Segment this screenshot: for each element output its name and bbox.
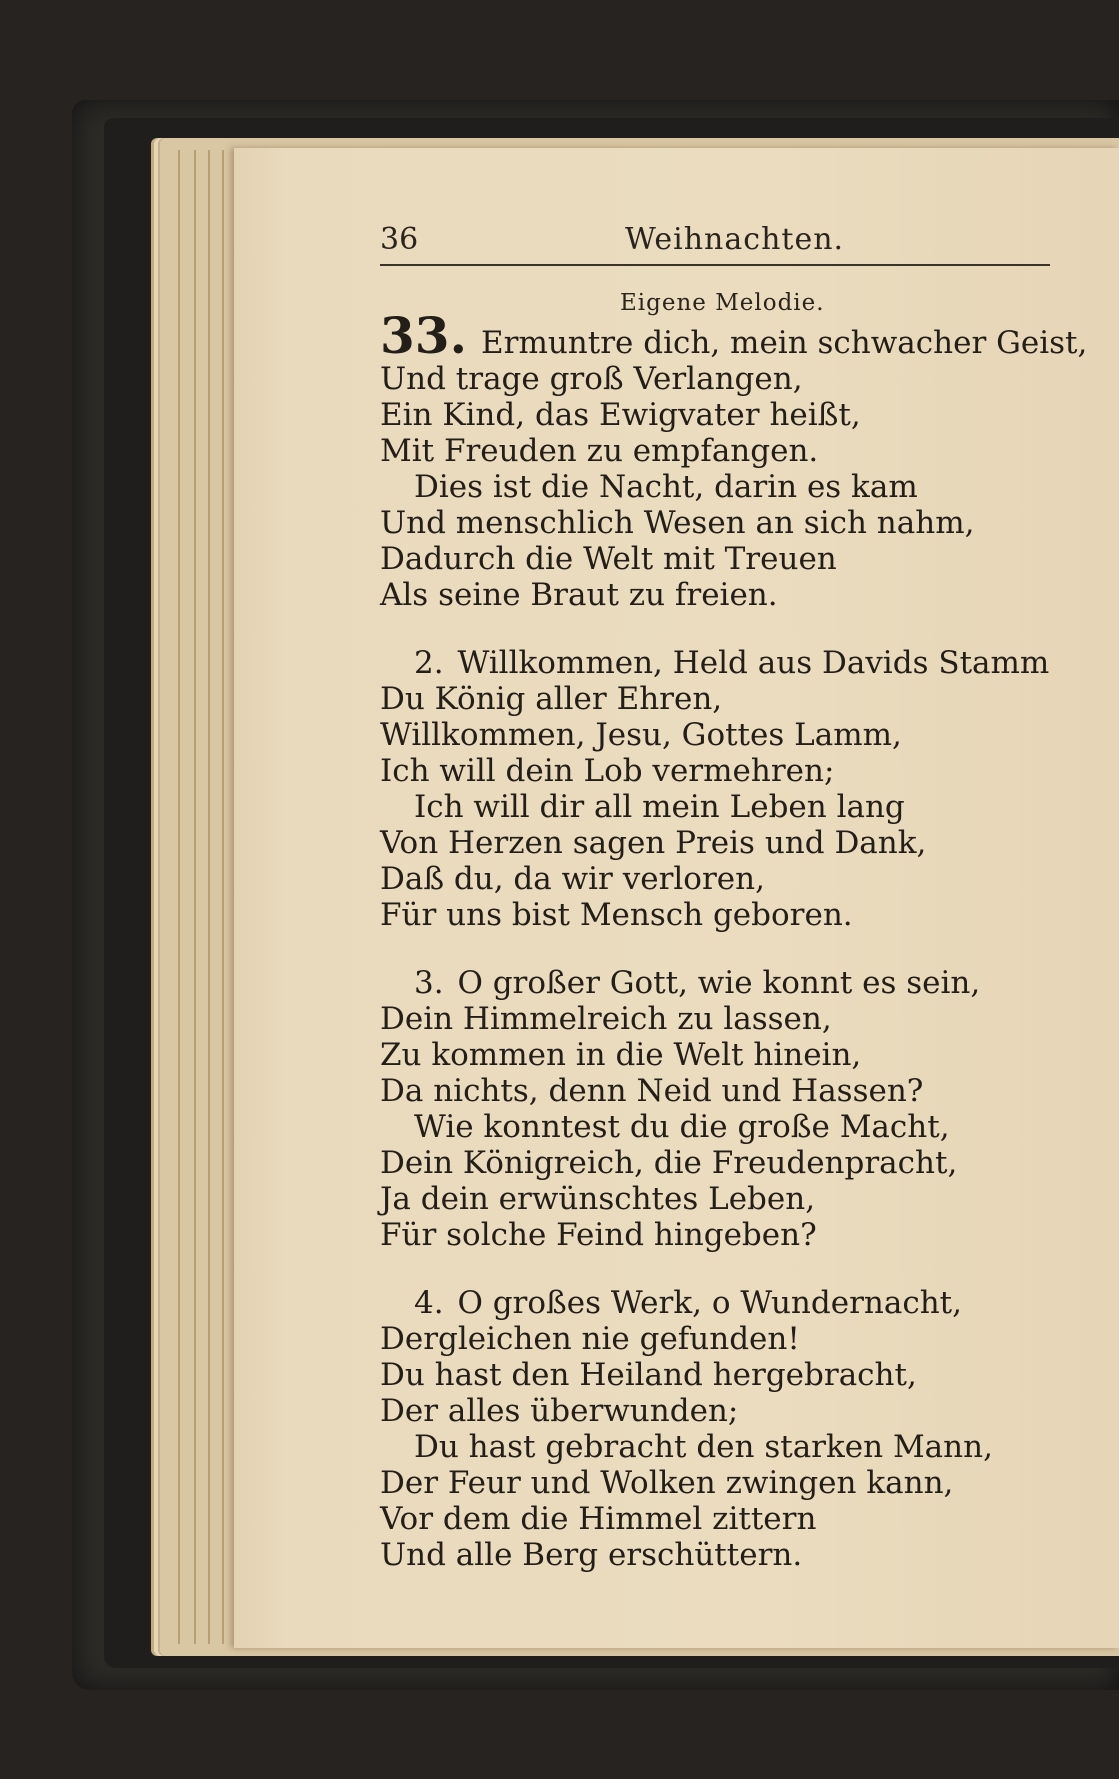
verse-line: Dadurch die Welt mit Treuen <box>380 541 837 577</box>
verse-line: Dein Himmelreich zu lassen, <box>380 1001 832 1037</box>
verse-line: Dies ist die Nacht, darin es kam <box>414 469 918 505</box>
stanza-number: 2. <box>414 645 444 681</box>
verse-line: Und alle Berg erschüttern. <box>380 1537 803 1573</box>
verse-line: Willkommen, Jesu, Gottes Lamm, <box>380 717 902 753</box>
stanza-first-line <box>380 645 1080 681</box>
page-leaf <box>178 150 180 1644</box>
verse-line: Ich will dir all mein Leben lang <box>414 789 905 825</box>
verse-line: Der Feur und Wolken zwingen kann, <box>380 1465 954 1501</box>
verse-line: Mit Freuden zu empfangen. <box>380 433 819 469</box>
running-title: Weihnachten. <box>625 222 845 257</box>
verse-line: Du hast den Heiland hergebracht, <box>380 1357 917 1393</box>
stanza-number: 4. <box>414 1285 444 1321</box>
verse-line: Dergleichen nie gefunden! <box>380 1321 800 1357</box>
verse-line: Du hast gebracht den starken Mann, <box>414 1429 993 1465</box>
verse-line: Der alles überwunden; <box>380 1393 739 1429</box>
stanza-first-line <box>380 306 1088 365</box>
page-leaf <box>208 150 210 1644</box>
page-number: 36 <box>380 222 419 257</box>
melody-note: Eigene Melodie. <box>620 290 825 316</box>
verse-line: Ermuntre dich, mein schwacher Geist, <box>481 325 1088 361</box>
stanza-first-line <box>380 1285 1080 1321</box>
page-leaf <box>222 150 224 1644</box>
page-leaf <box>194 150 196 1644</box>
verse-line: Da nichts, denn Neid und Hassen? <box>380 1073 924 1109</box>
verse-line: Als seine Braut zu freien. <box>380 577 778 613</box>
verse-line: Ja dein erwünschtes Leben, <box>380 1181 816 1217</box>
verse-line: Von Herzen sagen Preis und Dank, <box>380 825 927 861</box>
hymn-text <box>380 306 1088 1605</box>
verse-line: Vor dem die Himmel zittern <box>380 1501 817 1537</box>
verse-line: Zu kommen in die Welt hinein, <box>380 1037 862 1073</box>
stanza-2 <box>380 645 1080 933</box>
page-header <box>380 220 1050 266</box>
hymn-number: 33. <box>380 306 467 365</box>
verse-line: Für uns bist Mensch geboren. <box>380 897 853 933</box>
verse-line: Daß du, da wir verloren, <box>380 861 765 897</box>
verse-line: Willkommen, Held aus Davids Stamm <box>457 645 1050 681</box>
verse-line: Für solche Feind hingeben? <box>380 1217 817 1253</box>
verse-line: Dein Königreich, die Freudenpracht, <box>380 1145 958 1181</box>
verse-line: Und trage groß Verlangen, <box>380 361 803 397</box>
verse-line: O großer Gott, wie konnt es sein, <box>457 965 981 1001</box>
stanza-4 <box>380 1285 1080 1573</box>
stanza-3 <box>380 965 1080 1253</box>
stanza-number: 3. <box>414 965 444 1001</box>
verse-line: Ein Kind, das Ewigvater heißt, <box>380 397 861 433</box>
stanza-first-line <box>380 965 1080 1001</box>
stanza-1 <box>380 306 1088 613</box>
verse-line: O großes Werk, o Wundernacht, <box>457 1285 962 1321</box>
verse-line: Ich will dein Lob vermehren; <box>380 753 835 789</box>
verse-line: Und menschlich Wesen an sich nahm, <box>380 505 975 541</box>
verse-line: Du König aller Ehren, <box>380 681 723 717</box>
verse-line: Wie konntest du die große Macht, <box>414 1109 950 1145</box>
